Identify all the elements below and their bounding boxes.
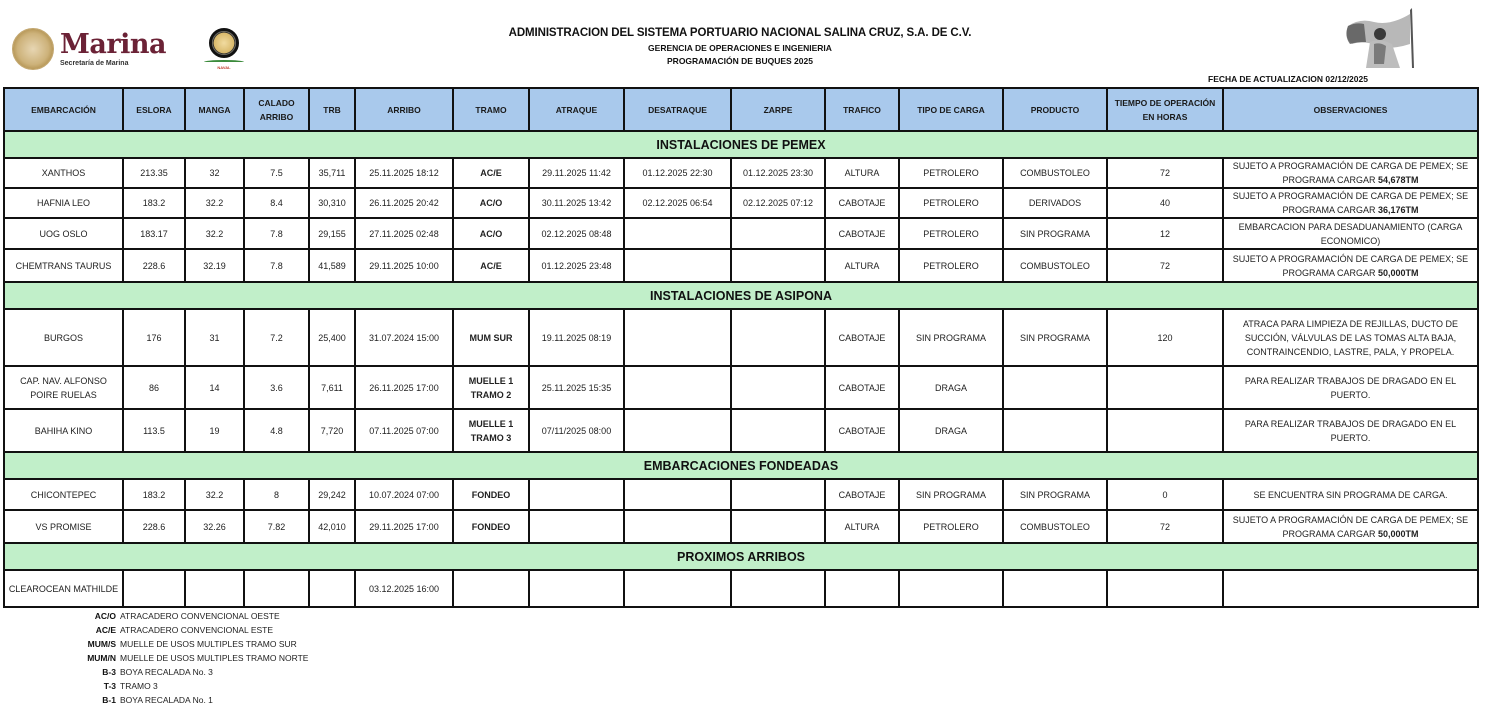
cell-tramo: AC/E [453, 158, 529, 188]
cell-tramo: FONDEO [453, 479, 529, 510]
legend-description: TRAMO 3 [120, 681, 158, 691]
document-title-block [440, 27, 1040, 66]
cell-trafico [825, 570, 899, 607]
cell-arribo: 29.11.2025 17:00 [355, 510, 453, 543]
cell-tramo: MUM SUR [453, 309, 529, 366]
cell-tramo: AC/O [453, 188, 529, 218]
cell-desatraque [624, 218, 731, 249]
col-tipo-carga: TIPO DE CARGA [899, 88, 1003, 131]
cell-atraque [529, 510, 624, 543]
cell-manga: 32 [185, 158, 244, 188]
cell-manga: 32.2 [185, 188, 244, 218]
cell-arribo: 31.07.2024 15:00 [355, 309, 453, 366]
cell-trb: 7,720 [309, 409, 355, 452]
legend-item [60, 679, 308, 693]
cell-tipo-carga: DRAGA [899, 409, 1003, 452]
cell-tramo: MUELLE 1 TRAMO 3 [453, 409, 529, 452]
legend-code: B-3 [102, 667, 116, 677]
table-row [4, 249, 1478, 282]
cell-zarpe: 01.12.2025 23:30 [731, 158, 825, 188]
section-title: INSTALACIONES DE ASIPONA [4, 282, 1478, 309]
cell-zarpe [731, 366, 825, 409]
cell-desatraque [624, 366, 731, 409]
cell-calado: 7.82 [244, 510, 309, 543]
cell-eslora: 228.6 [123, 249, 185, 282]
cell-horas [1107, 570, 1223, 607]
table-header-row [4, 88, 1478, 131]
observation-text: PARA REALIZAR TRABAJOS DE DRAGADO EN EL PUERTO. [1244, 375, 1457, 400]
cell-calado: 7.8 [244, 249, 309, 282]
cell-observaciones [1223, 158, 1478, 188]
cell-zarpe [731, 570, 825, 607]
cell-horas [1107, 366, 1223, 409]
cell-producto: SIN PROGRAMA [1003, 479, 1107, 510]
national-seal-icon [12, 28, 54, 70]
cell-zarpe [731, 249, 825, 282]
section-header-row [4, 452, 1478, 479]
cell-horas: 72 [1107, 249, 1223, 282]
cell-embarcacion: BAHIHA KINO [4, 409, 123, 452]
legend-description: MUELLE DE USOS MULTIPLES TRAMO NORTE [120, 653, 309, 663]
cell-eslora: 113.5 [123, 409, 185, 452]
cell-zarpe [731, 510, 825, 543]
table-row [4, 188, 1478, 218]
cell-tipo-carga: PETROLERO [899, 218, 1003, 249]
cell-manga: 32.26 [185, 510, 244, 543]
observation-tonnage: 36,176TM [1377, 205, 1419, 215]
vessel-schedule-table [3, 87, 1479, 608]
table-row [4, 570, 1478, 607]
cell-arribo: 03.12.2025 16:00 [355, 570, 453, 607]
cell-trafico: ALTURA [825, 158, 899, 188]
cell-arribo: 27.11.2025 02:48 [355, 218, 453, 249]
observation-text: SE ENCUENTRA SIN PROGRAMA DE CARGA. [1253, 489, 1448, 500]
cell-arribo: 10.07.2024 07:00 [355, 479, 453, 510]
document-subtitle: GERENCIA DE OPERACIONES E INGENIERIA [648, 43, 832, 53]
flag-bearer-figure-icon [1340, 8, 1416, 70]
col-trafico: TRAFICO [825, 88, 899, 131]
legend-code: T-3 [103, 681, 116, 691]
cell-eslora [123, 570, 185, 607]
cell-zarpe [731, 218, 825, 249]
cell-atraque: 01.12.2025 23:48 [529, 249, 624, 282]
cell-observaciones [1223, 366, 1478, 409]
document-subtitle-2: PROGRAMACIÓN DE BUQUES 2025 [667, 56, 813, 66]
col-arribo: ARRIBO [355, 88, 453, 131]
legend-description: ATRACADERO CONVENCIONAL OESTE [120, 611, 280, 621]
section-title: EMBARCACIONES FONDEADAS [4, 452, 1478, 479]
cell-trafico: CABOTAJE [825, 409, 899, 452]
cell-observaciones [1223, 479, 1478, 510]
cell-producto [1003, 366, 1107, 409]
section-header-row [4, 131, 1478, 158]
laurel-icon [204, 60, 244, 64]
cell-calado: 8 [244, 479, 309, 510]
legend-item [60, 665, 308, 679]
col-tramo: TRAMO [453, 88, 529, 131]
col-producto: PRODUCTO [1003, 88, 1107, 131]
marina-logo-subtitle: Secretaría de Marina [60, 60, 129, 67]
cell-producto: COMBUSTOLEO [1003, 510, 1107, 543]
port-authority-logo [204, 28, 244, 74]
cell-producto: SIN PROGRAMA [1003, 309, 1107, 366]
cell-trafico: CABOTAJE [825, 309, 899, 366]
cell-trb: 29,155 [309, 218, 355, 249]
cell-embarcacion: UOG OSLO [4, 218, 123, 249]
cell-horas: 120 [1107, 309, 1223, 366]
cell-embarcacion: VS PROMISE [4, 510, 123, 543]
cell-observaciones [1223, 570, 1478, 607]
cell-trb [309, 570, 355, 607]
cell-arribo: 25.11.2025 18:12 [355, 158, 453, 188]
cell-embarcacion: XANTHOS [4, 158, 123, 188]
table-row [4, 218, 1478, 249]
cell-embarcacion: CAP. NAV. ALFONSO POIRE RUELAS [4, 366, 123, 409]
cell-trb: 35,711 [309, 158, 355, 188]
cell-tipo-carga: PETROLERO [899, 158, 1003, 188]
cell-trafico: ALTURA [825, 510, 899, 543]
cell-manga [185, 570, 244, 607]
cell-observaciones [1223, 218, 1478, 249]
cell-atraque: 30.11.2025 13:42 [529, 188, 624, 218]
cell-tipo-carga: PETROLERO [899, 249, 1003, 282]
cell-zarpe [731, 479, 825, 510]
legend-description: ATRACADERO CONVENCIONAL ESTE [120, 625, 274, 635]
cell-arribo: 26.11.2025 20:42 [355, 188, 453, 218]
cell-observaciones [1223, 409, 1478, 452]
cell-eslora: 176 [123, 309, 185, 366]
cell-embarcacion: CHEMTRANS TAURUS [4, 249, 123, 282]
cell-producto [1003, 409, 1107, 452]
cell-zarpe: 02.12.2025 07:12 [731, 188, 825, 218]
cell-atraque: 02.12.2025 08:48 [529, 218, 624, 249]
table-row [4, 158, 1478, 188]
observation-text: PARA REALIZAR TRABAJOS DE DRAGADO EN EL PUERTO. [1244, 418, 1457, 443]
legend-code: AC/O [94, 611, 116, 621]
marina-logo-word: Marina [60, 29, 166, 60]
cell-embarcacion: CHICONTEPEC [4, 479, 123, 510]
cell-trb: 29,242 [309, 479, 355, 510]
table-row [4, 366, 1478, 409]
cell-observaciones [1223, 510, 1478, 543]
cell-producto: DERIVADOS [1003, 188, 1107, 218]
col-horas: TIEMPO DE OPERACIÓN EN HORAS [1107, 88, 1223, 131]
col-embarcacion: EMBARCACIÓN [4, 88, 123, 131]
cell-trafico: CABOTAJE [825, 479, 899, 510]
legend-code: B-1 [102, 695, 116, 705]
cell-tipo-carga: DRAGA [899, 366, 1003, 409]
cell-trb: 7,611 [309, 366, 355, 409]
cell-manga: 32.2 [185, 218, 244, 249]
legend-description: BOYA RECALADA No. 1 [120, 695, 213, 705]
cell-manga: 31 [185, 309, 244, 366]
cell-zarpe [731, 409, 825, 452]
cell-desatraque [624, 309, 731, 366]
legend-item [60, 693, 308, 707]
observation-text: SUJETO A PROGRAMACIÓN DE CARGA DE PEMEX; SE PROGRAMA CARGAR [1232, 514, 1469, 539]
cell-eslora: 228.6 [123, 510, 185, 543]
observation-text: SUJETO A PROGRAMACIÓN DE CARGA DE PEMEX; SE PROGRAMA CARGAR [1232, 253, 1469, 278]
cell-desatraque [624, 409, 731, 452]
cell-arribo: 26.11.2025 17:00 [355, 366, 453, 409]
cell-producto: COMBUSTOLEO [1003, 158, 1107, 188]
cell-arribo: 29.11.2025 10:00 [355, 249, 453, 282]
cell-trafico: CABOTAJE [825, 188, 899, 218]
col-zarpe: ZARPE [731, 88, 825, 131]
legend-code: MUM/N [87, 653, 116, 663]
col-atraque: ATRAQUE [529, 88, 624, 131]
cell-trb: 25,400 [309, 309, 355, 366]
cell-atraque [529, 570, 624, 607]
cell-trb: 42,010 [309, 510, 355, 543]
document-title: ADMINISTRACION DEL SISTEMA PORTUARIO NACIONAL SALINA CRUZ, S.A. DE C.V. [508, 27, 972, 39]
cell-calado: 7.5 [244, 158, 309, 188]
section-title: INSTALACIONES DE PEMEX [4, 131, 1478, 158]
legend-item [60, 637, 308, 651]
legend-code: AC/E [95, 625, 116, 635]
cell-desatraque [624, 570, 731, 607]
cell-manga: 14 [185, 366, 244, 409]
cell-horas [1107, 409, 1223, 452]
col-manga: MANGA [185, 88, 244, 131]
col-eslora: ESLORA [123, 88, 185, 131]
cell-calado: 7.8 [244, 218, 309, 249]
cell-producto [1003, 570, 1107, 607]
cell-atraque: 07/11/2025 08:00 [529, 409, 624, 452]
cell-embarcacion: CLEAROCEAN MATHILDE [4, 570, 123, 607]
cell-eslora: 86 [123, 366, 185, 409]
cell-atraque: 29.11.2025 11:42 [529, 158, 624, 188]
cell-trafico: ALTURA [825, 249, 899, 282]
legend-description: BOYA RECALADA No. 3 [120, 667, 213, 677]
observation-tonnage: 50,000TM [1377, 528, 1419, 539]
cell-producto: SIN PROGRAMA [1003, 218, 1107, 249]
cell-tramo: FONDEO [453, 510, 529, 543]
cell-calado: 3.6 [244, 366, 309, 409]
cell-arribo: 07.11.2025 07:00 [355, 409, 453, 452]
cell-manga: 32.2 [185, 479, 244, 510]
section-title: PROXIMOS ARRIBOS [4, 543, 1478, 570]
col-trb: TRB [309, 88, 355, 131]
cell-horas: 12 [1107, 218, 1223, 249]
cell-horas: 72 [1107, 158, 1223, 188]
cell-observaciones [1223, 188, 1478, 218]
cell-observaciones [1223, 249, 1478, 282]
cell-desatraque: 01.12.2025 22:30 [624, 158, 731, 188]
cell-tramo [453, 570, 529, 607]
update-date: FECHA DE ACTUALIZACION 02/12/2025 [1208, 74, 1368, 84]
col-observaciones: OBSERVACIONES [1223, 88, 1478, 131]
legend-description: MUELLE DE USOS MULTIPLES TRAMO SUR [120, 639, 297, 649]
legend-item [60, 651, 308, 665]
cell-producto: COMBUSTOLEO [1003, 249, 1107, 282]
cell-calado: 4.8 [244, 409, 309, 452]
cell-trafico: CABOTAJE [825, 218, 899, 249]
cell-horas: 0 [1107, 479, 1223, 510]
table-row [4, 409, 1478, 452]
observation-text: EMBARCACION PARA DESADUANAMIENTO (CARGA ECONOMICO) [1238, 221, 1463, 246]
port-seal-icon [209, 28, 239, 58]
cell-calado [244, 570, 309, 607]
observation-tonnage: 54,678TM [1377, 175, 1419, 185]
cell-tramo: AC/O [453, 218, 529, 249]
observation-text: SUJETO A PROGRAMACIÓN DE CARGA DE PEMEX; SE PROGRAMA CARGAR [1232, 161, 1469, 185]
cell-observaciones [1223, 309, 1478, 366]
cell-horas: 40 [1107, 188, 1223, 218]
col-desatraque: DESATRAQUE [624, 88, 731, 131]
table-row [4, 510, 1478, 543]
cell-calado: 7.2 [244, 309, 309, 366]
cell-atraque: 19.11.2025 08:19 [529, 309, 624, 366]
cell-desatraque: 02.12.2025 06:54 [624, 188, 731, 218]
cell-eslora: 213.35 [123, 158, 185, 188]
legend-item [60, 623, 308, 637]
cell-tipo-carga: PETROLERO [899, 510, 1003, 543]
cell-tipo-carga: SIN PROGRAMA [899, 479, 1003, 510]
cell-tramo: AC/E [453, 249, 529, 282]
abbreviation-legend [60, 609, 308, 707]
observation-text: ATRACA PARA LIMPIEZA DE REJILLAS, DUCTO DE SUCCIÓN, VÁLVULAS DE LAS TOMAS ALTA BAJA, CONTRAINCENDIO, LASTRE, PALA, Y PROPELA. [1242, 318, 1459, 357]
cell-trb: 41,589 [309, 249, 355, 282]
cell-tipo-carga [899, 570, 1003, 607]
observation-tonnage: 50,000TM [1377, 267, 1419, 278]
legend-code: MUM/S [87, 639, 116, 649]
col-calado: CALADO ARRIBO [244, 88, 309, 131]
cell-eslora: 183.2 [123, 479, 185, 510]
cell-trb: 30,310 [309, 188, 355, 218]
cell-tipo-carga: SIN PROGRAMA [899, 309, 1003, 366]
cell-manga: 32.19 [185, 249, 244, 282]
cell-desatraque [624, 479, 731, 510]
cell-manga: 19 [185, 409, 244, 452]
cell-tipo-carga: PETROLERO [899, 188, 1003, 218]
cell-trafico: CABOTAJE [825, 366, 899, 409]
cell-desatraque [624, 510, 731, 543]
section-header-row [4, 282, 1478, 309]
cell-horas: 72 [1107, 510, 1223, 543]
cell-calado: 8.4 [244, 188, 309, 218]
table-row [4, 479, 1478, 510]
cell-embarcacion: BURGOS [4, 309, 123, 366]
cell-atraque [529, 479, 624, 510]
observation-text: SUJETO A PROGRAMACIÓN DE CARGA DE PEMEX; SE PROGRAMA CARGAR [1232, 191, 1469, 215]
cell-eslora: 183.17 [123, 218, 185, 249]
table-row [4, 309, 1478, 366]
cell-atraque: 25.11.2025 15:35 [529, 366, 624, 409]
cell-desatraque [624, 249, 731, 282]
cell-tramo: MUELLE 1 TRAMO 2 [453, 366, 529, 409]
legend-item [60, 609, 308, 623]
cell-zarpe [731, 309, 825, 366]
marina-logo [12, 26, 172, 72]
cell-embarcacion: HAFNIA LEO [4, 188, 123, 218]
section-header-row [4, 543, 1478, 570]
port-logo-label: NAVAL [217, 65, 231, 70]
cell-eslora: 183.2 [123, 188, 185, 218]
